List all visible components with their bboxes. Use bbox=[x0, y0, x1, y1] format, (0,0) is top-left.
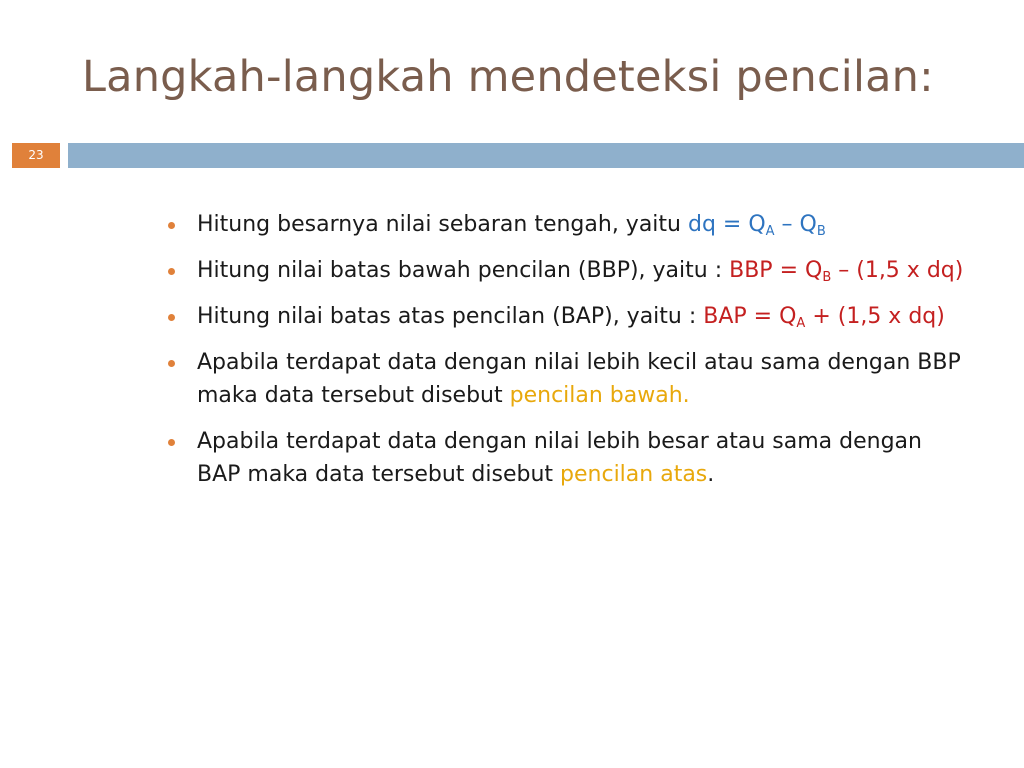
bullet-dot-icon bbox=[168, 360, 175, 367]
bullet-text: Hitung besarnya nilai sebaran tengah, yaitu bbox=[197, 212, 688, 237]
formula-dq-part2: – Q bbox=[774, 212, 817, 237]
formula-subscript-b: B bbox=[816, 224, 826, 239]
bullet-text: Hitung nilai batas bawah pencilan (BBP), yaitu : bbox=[197, 258, 730, 283]
bullet-text: Apabila terdapat data dengan nilai lebih besar atau sama dengan BAP maka data tersebut disebut bbox=[197, 429, 922, 487]
header-divider-bar bbox=[68, 143, 1024, 168]
bullet-dot-icon bbox=[168, 439, 175, 446]
bullet-item-dq bbox=[160, 208, 967, 241]
bullet-text: Hitung nilai batas atas pencilan (BAP), yaitu : bbox=[197, 304, 704, 329]
bullet-item-bbp bbox=[160, 254, 967, 287]
formula-bap-part1: BAP = Q bbox=[703, 304, 797, 329]
formula-bap-part2: + (1,5 x dq) bbox=[805, 304, 945, 329]
highlight-lower-outlier: pencilan bawah. bbox=[509, 383, 690, 408]
formula-subscript-a: A bbox=[796, 316, 806, 331]
bullet-dot-icon bbox=[168, 222, 175, 229]
formula-bbp-part1: BBP = Q bbox=[729, 258, 823, 283]
formula-subscript-a: A bbox=[765, 224, 775, 239]
highlight-upper-outlier: pencilan atas bbox=[560, 462, 708, 487]
formula-subscript-b: B bbox=[822, 270, 832, 285]
bullet-dot-icon bbox=[168, 268, 175, 275]
formula-bbp-part2: – (1,5 x dq) bbox=[831, 258, 964, 283]
formula-dq-part1: dq = Q bbox=[687, 212, 766, 237]
bullet-item-lower-outlier bbox=[160, 346, 967, 412]
slide-number-badge bbox=[12, 143, 60, 168]
bullet-dot-icon bbox=[168, 314, 175, 321]
bullet-tail: . bbox=[707, 462, 715, 487]
bullet-text: Apabila terdapat data dengan nilai lebih kecil atau sama dengan BBP maka data tersebut disebut bbox=[197, 350, 961, 408]
bullet-item-bap bbox=[160, 300, 967, 333]
slide-number: 23 bbox=[28, 148, 44, 162]
slide-title: Langkah-langkah mendeteksi pencilan: bbox=[82, 52, 934, 102]
bullet-item-upper-outlier bbox=[160, 425, 967, 491]
bullet-list bbox=[160, 208, 980, 504]
